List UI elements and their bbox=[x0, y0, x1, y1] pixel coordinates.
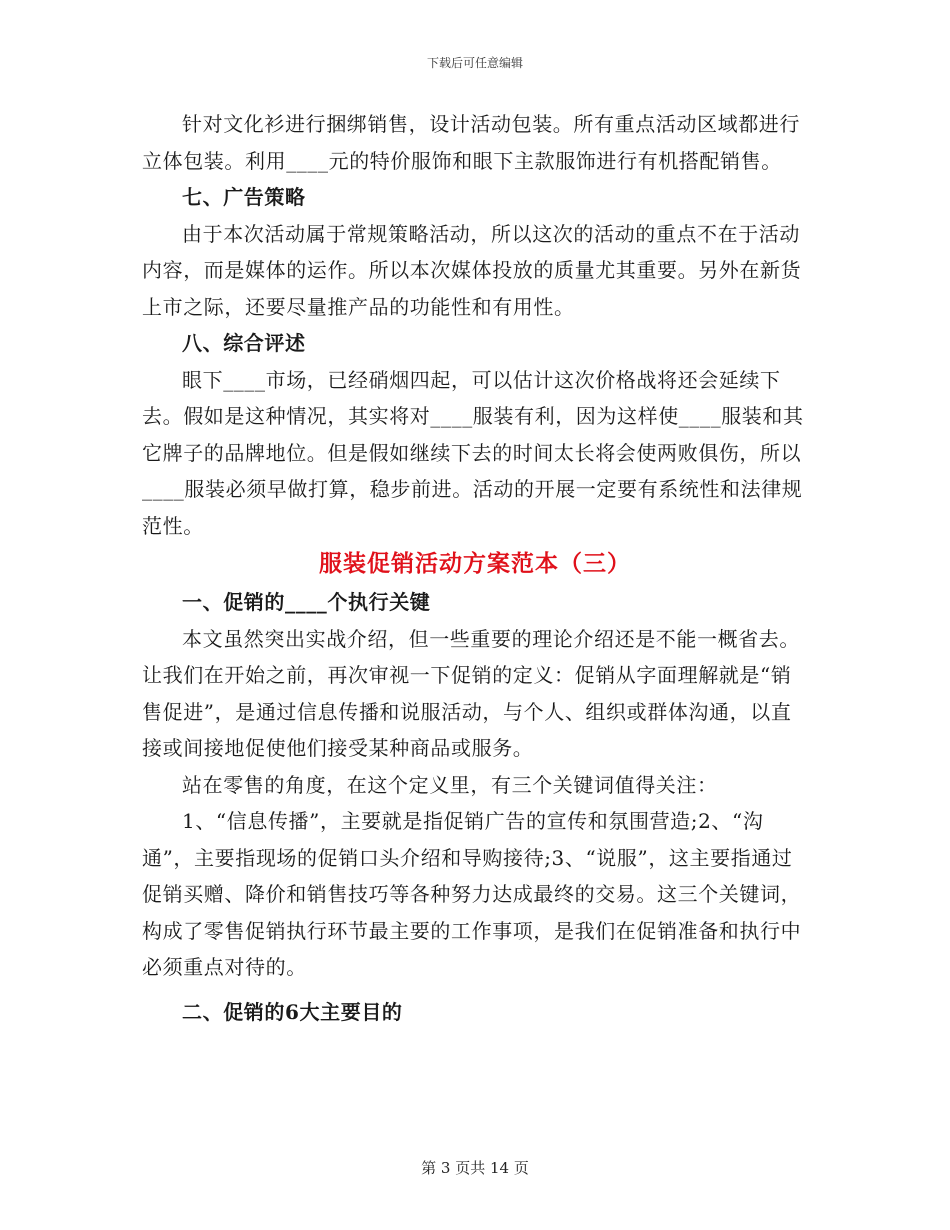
section-heading-execution-keys: 一、促销的____个执行关键 bbox=[182, 590, 431, 614]
document-title: 服装促销活动方案范本（三） bbox=[319, 550, 631, 577]
document-body bbox=[142, 106, 808, 1030]
section-heading-main-goals: 二、促销的6大主要目的 bbox=[182, 999, 403, 1024]
paragraph-keywords-intro: 站在零售的角度，在这个定义里，有三个关键词值得关注： bbox=[182, 772, 718, 797]
page-footer: 第 3 页共 14 页 bbox=[421, 1159, 529, 1177]
section-heading-summary: 八、综合评述 bbox=[182, 331, 306, 355]
paragraph-bundle-sales: 针对文化衫进行捆绑销售，设计活动包装。所有重点活动区域都进行立体包装。利用____元的特价服饰和眼下主款服饰进行有机搭配销售。 bbox=[142, 112, 800, 173]
paragraph-promotion-definition: 本文虽然突出实战介绍，但一些重要的理论介绍还是不能一概省去。让我们在开始之前，再次审视一下促销的定义：促销从字面理解就是“销售促进”，是通过信息传播和说服活动，与个人、组织或群体沟通，以直接或间接地促使他们接受某种商品或服务。 bbox=[142, 626, 800, 760]
paragraph-advertising: 由于本次活动属于常规策略活动，所以这次的活动的重点不在于活动内容，而是媒体的运作。所以本次媒体投放的质量尤其重要。另外在新货上市之际，还要尽量推产品的功能性和有用性。 bbox=[142, 221, 802, 319]
paragraph-keywords-list: 1、“信息传播”，主要就是指促销广告的宣传和氛围营造;2、“沟通”，主要指现场的促销口头介绍和导购接待;3、“说服”，这主要指通过促销买赠、降价和销售技巧等各种努力达成最终的交易。这三个关键词，构成了零售促销执行环节最主要的工作事项，是我们在促销准备和执行中必须重点对待的。 bbox=[142, 809, 802, 979]
spacer bbox=[142, 986, 808, 994]
paragraph-summary: 眼下____市场，已经硝烟四起，可以估计这次价格战将还会延续下去。假如是这种情况，其实将对____服装有利，因为这样使____服装和其它牌子的品牌地位。但是假如继续下去的时间太长将会使两败俱伤，所以____服装必须早做打算，稳步前进。活动的开展一定要有系统性和法律规范性。 bbox=[142, 367, 804, 538]
section-heading-advertising: 七、广告策略 bbox=[182, 185, 306, 209]
page-header: 下载后可任意编辑 bbox=[426, 56, 523, 70]
